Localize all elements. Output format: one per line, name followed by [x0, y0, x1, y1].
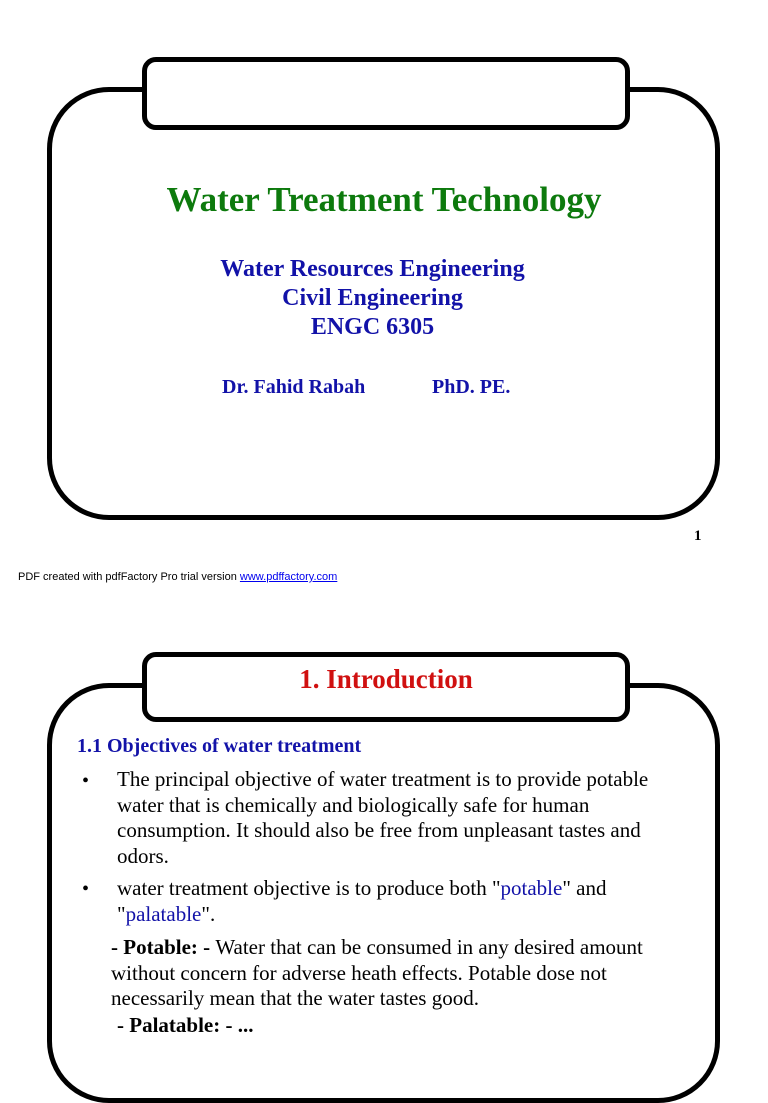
- subtitle-line-2: Civil Engineering: [282, 285, 463, 311]
- palatable-definition-partial: [117, 1013, 707, 1039]
- slide-1-title-tab: [142, 57, 630, 130]
- bullet-2-part: " and ": [117, 876, 607, 926]
- section-heading: 1.1 Objectives of water treatment: [77, 735, 362, 757]
- potable-term: potable: [500, 876, 563, 900]
- palatable-term: palatable: [125, 901, 202, 926]
- potable-definition: [111, 935, 701, 1012]
- subtitle-line-1: Water Resources Engineering: [220, 256, 525, 282]
- bullet-2-part: water treatment objective is to produce both ": [117, 876, 501, 900]
- subtitle-line-3: ENGC 6305: [310, 314, 435, 340]
- slide-2-title: 1. Introduction: [299, 664, 473, 694]
- bullet-2-text: [117, 876, 687, 927]
- page-number: 1: [694, 528, 702, 544]
- pdf-footer: [18, 571, 337, 583]
- palatable-label: - Palatable: - ...: [117, 1013, 254, 1037]
- bullet-2-part: ".: [201, 901, 216, 926]
- author-credentials: PhD. PE.: [432, 376, 511, 398]
- footer-text: PDF created with pdfFactory Pro trial version: [18, 571, 240, 583]
- bullet-icon: •: [82, 878, 90, 900]
- footer-link[interactable]: www.pdffactory.com: [239, 571, 338, 583]
- potable-label: - Potable: -: [111, 935, 216, 959]
- bullet-1-text: The principal objective of water treatment is to provide potable water that is chemically and biologically safe for human consumption. It should also be free from unpleasant tastes and odors.: [117, 767, 649, 868]
- potable-definition-text: Water that can be consumed in any desired amount without concern for adverse heath effects. Potable dose not necessarily mean that the water tastes good.: [111, 935, 643, 1010]
- author-name: Dr. Fahid Rabah: [222, 376, 366, 398]
- bullet-icon: •: [82, 770, 90, 792]
- slide-1-title: Water Treatment Technology: [166, 180, 602, 219]
